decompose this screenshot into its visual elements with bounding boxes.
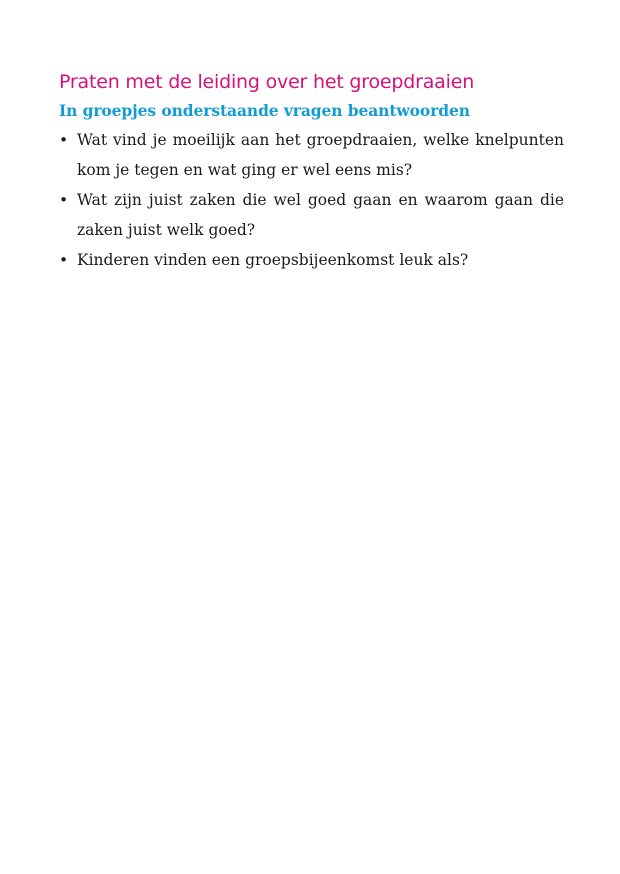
bullet-icon: • xyxy=(59,251,69,269)
list-item-text: Kinderen vinden een groepsbijeenkomst leuk als? xyxy=(77,251,469,269)
question-list xyxy=(59,125,564,275)
list-item xyxy=(59,125,564,185)
section-subheading: In groepjes onderstaande vragen beantwoorden xyxy=(59,101,470,120)
bullet-icon: • xyxy=(59,191,69,209)
list-item-text: Wat vind je moeilijk aan het groepdraaien, welke knelpunten kom je tegen en wat ging er wel eens mis? xyxy=(77,131,564,179)
document-page xyxy=(59,68,564,275)
list-item xyxy=(59,245,564,275)
list-item-text: Wat zijn juist zaken die wel goed gaan en waarom gaan die zaken juist welk goed? xyxy=(77,191,564,239)
list-item xyxy=(59,185,564,245)
page-heading: Praten met de leiding over het groepdraaien xyxy=(59,71,475,93)
bullet-icon: • xyxy=(59,131,69,149)
